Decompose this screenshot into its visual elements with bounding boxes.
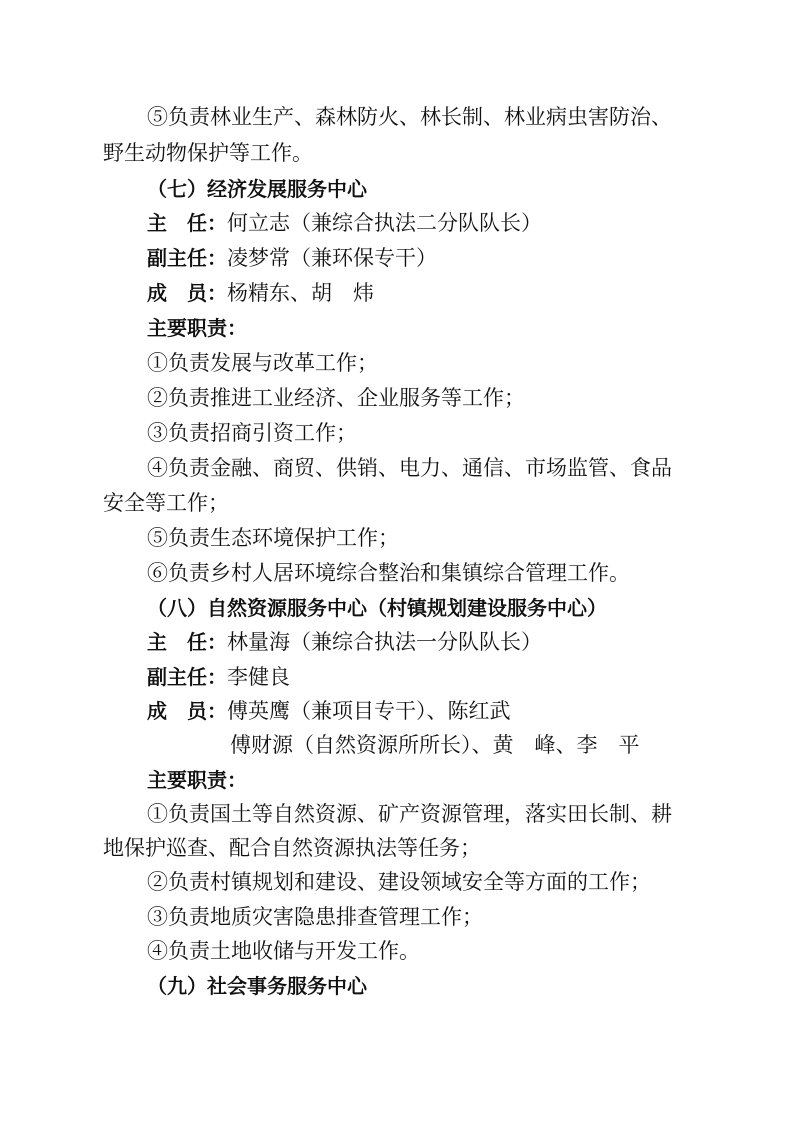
director-value: 林量海（兼综合执法一分队队长） xyxy=(227,630,542,654)
text-line: 野生动物保护等工作。 xyxy=(103,141,313,165)
section-heading-8: （八）自然资源服务中心（村镇规划建设服务中心） xyxy=(147,596,607,620)
members-label: 成 员： xyxy=(147,699,227,723)
duty-item: ①负责发展与改革工作； xyxy=(147,351,378,375)
duty-item: ⑤负责生态环境保护工作； xyxy=(147,526,399,550)
deputy-row-8 xyxy=(147,663,290,691)
director-label: 主 任： xyxy=(147,630,227,654)
deputy-value: 凌梦常（兼环保专干） xyxy=(227,246,437,270)
duty-item: ④负责金融、商贸、供销、电力、通信、市场监管、食品 xyxy=(147,456,672,480)
members-row-7 xyxy=(147,279,374,307)
members-value: 傅英鹰（兼项目专干）、陈红武 xyxy=(227,699,511,723)
director-value: 何立志（兼综合执法二分队队长） xyxy=(227,211,542,235)
director-label: 主 任： xyxy=(147,211,227,235)
deputy-label: 副主任： xyxy=(147,246,227,270)
members-continuation: 傅财源（自然资源所所长）、黄 峰、李 平 xyxy=(230,733,640,757)
duty-item: ②负责推进工业经济、企业服务等工作； xyxy=(147,386,525,410)
director-row-8 xyxy=(147,628,542,656)
members-value: 杨精东、胡 炜 xyxy=(227,281,374,305)
duty-item: ③负责招商引资工作； xyxy=(147,421,357,445)
duty-item: ②负责村镇规划和建设、建设领域安全等方面的工作； xyxy=(147,870,651,894)
duties-label-8: 主要职责： xyxy=(147,768,247,792)
text-line: ⑤负责林业生产、森林防火、林长制、林业病虫害防治、 xyxy=(147,105,672,129)
members-row-8 xyxy=(147,697,511,725)
duty-item: ①负责国土等自然资源、矿产资源管理，落实田长制、耕 xyxy=(147,802,672,826)
director-row-7 xyxy=(147,209,542,237)
section-heading-9: （九）社会事务服务中心 xyxy=(147,974,367,998)
members-label: 成 员： xyxy=(147,281,227,305)
duty-item: ③负责地质灾害隐患排查管理工作； xyxy=(147,905,483,929)
duty-item: ④负责土地收储与开发工作。 xyxy=(147,939,420,963)
duty-item-continuation: 地保护巡查、配合自然资源执法等任务； xyxy=(103,836,481,860)
section-heading-7: （七）经济发展服务中心 xyxy=(147,177,367,201)
duty-item-continuation: 安全等工作； xyxy=(103,491,229,515)
deputy-label: 副主任： xyxy=(147,665,227,689)
duty-item: ⑥负责乡村人居环境综合整治和集镇综合管理工作。 xyxy=(147,561,630,585)
duties-label-7: 主要职责： xyxy=(147,316,247,340)
deputy-value: 李健良 xyxy=(227,665,290,689)
deputy-row-7 xyxy=(147,244,437,272)
